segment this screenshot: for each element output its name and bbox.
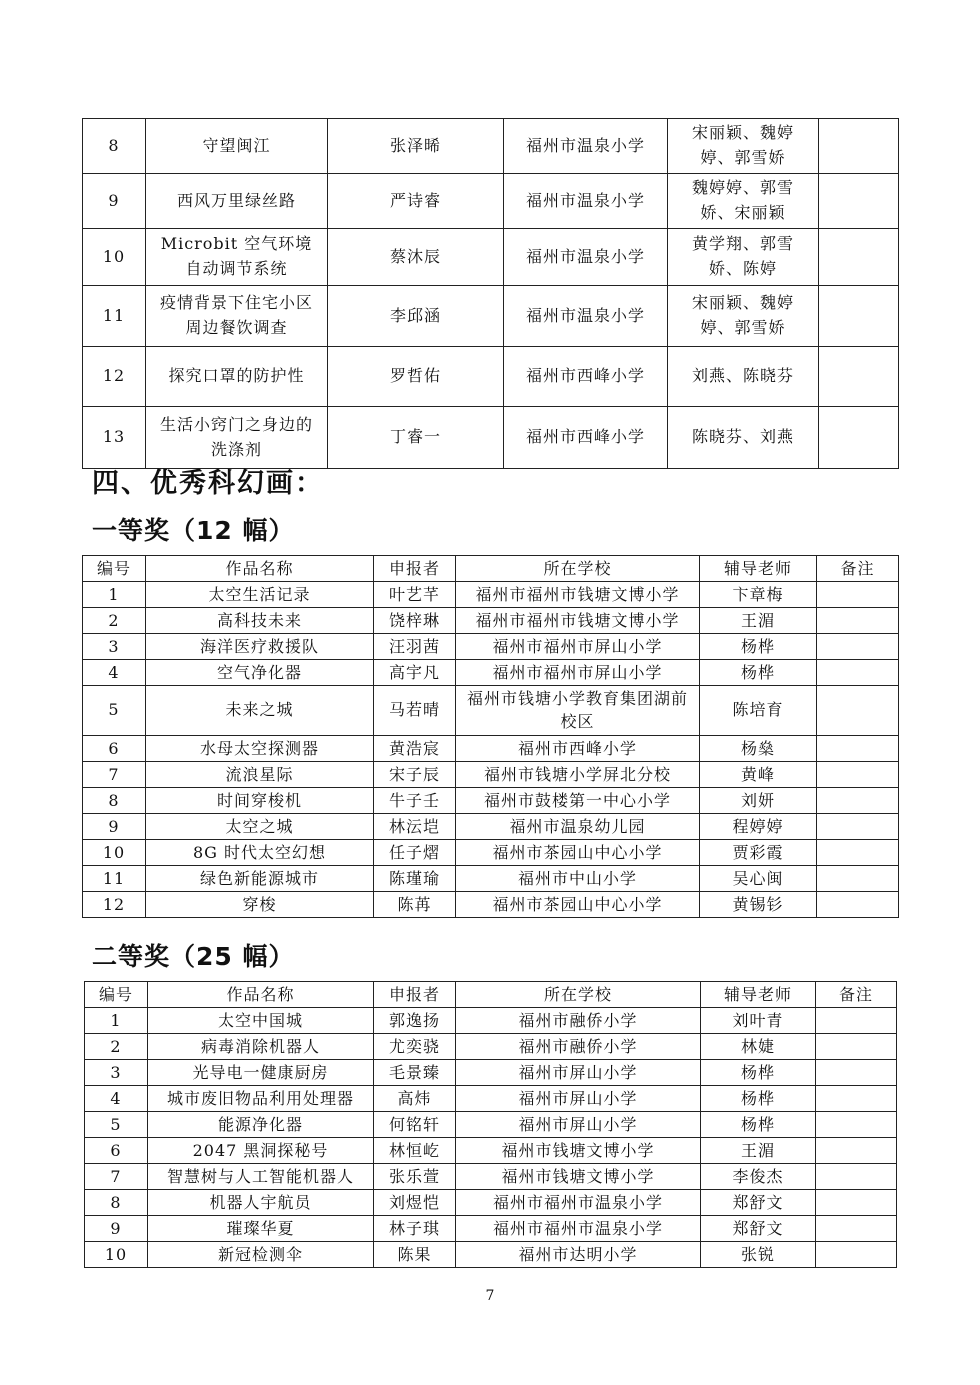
cell-school: 福州市温泉小学 bbox=[504, 119, 668, 174]
page-number: 7 bbox=[485, 1288, 495, 1304]
cell-title: 流浪星际 bbox=[146, 762, 374, 788]
table-row bbox=[85, 1164, 897, 1190]
cell-no: 9 bbox=[83, 814, 146, 840]
cell-teacher: 陈培育 bbox=[700, 686, 817, 736]
cell-teacher: 宋丽颖、魏婷婷、郭雪娇 bbox=[668, 119, 819, 174]
cell-note bbox=[819, 229, 899, 286]
cell-title: 新冠检测伞 bbox=[148, 1242, 374, 1268]
cell-teacher: 林婕 bbox=[701, 1034, 816, 1060]
cell-note bbox=[817, 788, 899, 814]
cell-no: 8 bbox=[85, 1190, 148, 1216]
cell-note bbox=[817, 840, 899, 866]
table-row bbox=[85, 1190, 897, 1216]
cell-title: 机器人宇航员 bbox=[148, 1190, 374, 1216]
cell-author: 丁睿一 bbox=[328, 407, 504, 469]
cell-author: 叶艺芊 bbox=[374, 582, 456, 608]
cell-note bbox=[816, 1138, 897, 1164]
first-prize-heading: 一等奖（12 幅） bbox=[92, 516, 295, 545]
cell-teacher: 李俊杰 bbox=[701, 1164, 816, 1190]
cell-school: 福州市达明小学 bbox=[456, 1242, 701, 1268]
header-no: 编号 bbox=[83, 556, 146, 582]
cell-no: 10 bbox=[83, 840, 146, 866]
cell-title: 守望闽江 bbox=[146, 119, 328, 174]
cell-author: 饶梓琳 bbox=[374, 608, 456, 634]
cell-school: 福州市温泉小学 bbox=[504, 229, 668, 286]
cell-school: 福州市钱塘文博小学 bbox=[456, 1138, 701, 1164]
first-prize-table bbox=[82, 555, 899, 918]
cell-no: 9 bbox=[83, 174, 146, 229]
header-teacher: 辅导老师 bbox=[701, 982, 816, 1008]
cell-title: 探究口罩的防护性 bbox=[146, 347, 328, 407]
cell-teacher: 杨桦 bbox=[700, 660, 817, 686]
cell-no: 6 bbox=[85, 1138, 148, 1164]
second-prize-heading: 二等奖（25 幅） bbox=[92, 942, 295, 971]
cell-title: 生活小窍门之身边的洗涤剂 bbox=[146, 407, 328, 469]
cell-school: 福州市鼓楼第一中心小学 bbox=[456, 788, 700, 814]
cell-teacher: 刘叶青 bbox=[701, 1008, 816, 1034]
cell-author: 林恒屹 bbox=[374, 1138, 456, 1164]
cell-teacher: 杨桦 bbox=[701, 1060, 816, 1086]
cell-no: 4 bbox=[85, 1086, 148, 1112]
cell-no: 1 bbox=[83, 582, 146, 608]
cell-no: 13 bbox=[83, 407, 146, 469]
header-author: 申报者 bbox=[374, 982, 456, 1008]
cell-school: 福州市屏山小学 bbox=[456, 1060, 701, 1086]
cell-note bbox=[816, 1216, 897, 1242]
header-note: 备注 bbox=[816, 982, 897, 1008]
header-row bbox=[85, 982, 897, 1008]
cell-teacher: 杨桦 bbox=[701, 1112, 816, 1138]
table-row bbox=[85, 1060, 897, 1086]
cell-no: 5 bbox=[83, 686, 146, 736]
table-row bbox=[85, 1008, 897, 1034]
cell-teacher: 杨燊 bbox=[700, 736, 817, 762]
cell-title: 2047 黑洞探秘号 bbox=[148, 1138, 374, 1164]
cell-school: 福州市屏山小学 bbox=[456, 1112, 701, 1138]
cell-note bbox=[817, 634, 899, 660]
cell-note bbox=[817, 762, 899, 788]
table-row bbox=[85, 1242, 897, 1268]
cell-note bbox=[816, 1008, 897, 1034]
cell-author: 何铭轩 bbox=[374, 1112, 456, 1138]
table-row bbox=[83, 660, 899, 686]
cell-note bbox=[819, 347, 899, 407]
cell-no: 10 bbox=[83, 229, 146, 286]
second-prize-table bbox=[84, 981, 897, 1268]
cell-author: 李邱涵 bbox=[328, 286, 504, 347]
cell-title: 城市废旧物品利用处理器 bbox=[148, 1086, 374, 1112]
cell-note bbox=[819, 286, 899, 347]
cell-title: 太空之城 bbox=[146, 814, 374, 840]
cell-title: 太空中国城 bbox=[148, 1008, 374, 1034]
cell-teacher: 王湄 bbox=[701, 1138, 816, 1164]
cell-school: 福州市钱塘小学教育集团湖前校区 bbox=[456, 686, 700, 736]
cell-no: 7 bbox=[85, 1164, 148, 1190]
cell-school: 福州市茶园山中心小学 bbox=[456, 892, 700, 918]
cell-no: 2 bbox=[83, 608, 146, 634]
cell-title: 疫情背景下住宅小区周边餐饮调查 bbox=[146, 286, 328, 347]
cell-note bbox=[816, 1190, 897, 1216]
cell-teacher: 杨桦 bbox=[701, 1086, 816, 1112]
cell-author: 高炜 bbox=[374, 1086, 456, 1112]
cell-note bbox=[816, 1034, 897, 1060]
cell-school: 福州市福州市屏山小学 bbox=[456, 660, 700, 686]
cell-teacher: 郑舒文 bbox=[701, 1190, 816, 1216]
cell-author: 尤奕骁 bbox=[374, 1034, 456, 1060]
cell-teacher: 刘燕、陈晓芬 bbox=[668, 347, 819, 407]
table-row bbox=[85, 1216, 897, 1242]
cell-teacher: 卞章梅 bbox=[700, 582, 817, 608]
cell-school: 福州市福州市钱塘文博小学 bbox=[456, 582, 700, 608]
cell-author: 陈果 bbox=[374, 1242, 456, 1268]
table-row bbox=[83, 686, 899, 736]
cell-title: 穿梭 bbox=[146, 892, 374, 918]
cell-author: 牛子壬 bbox=[374, 788, 456, 814]
cell-school: 福州市钱塘小学屏北分校 bbox=[456, 762, 700, 788]
cell-school: 福州市福州市温泉小学 bbox=[456, 1216, 701, 1242]
cell-note bbox=[817, 582, 899, 608]
cell-teacher: 杨桦 bbox=[700, 634, 817, 660]
table-row bbox=[85, 1034, 897, 1060]
cell-no: 3 bbox=[85, 1060, 148, 1086]
header-no: 编号 bbox=[85, 982, 148, 1008]
cell-title: 8G 时代太空幻想 bbox=[146, 840, 374, 866]
cell-note bbox=[819, 407, 899, 469]
cell-teacher: 魏婷婷、郭雪娇、宋丽颖 bbox=[668, 174, 819, 229]
cell-school: 福州市茶园山中心小学 bbox=[456, 840, 700, 866]
table-row bbox=[83, 814, 899, 840]
cell-author: 陈苒 bbox=[374, 892, 456, 918]
cell-school: 福州市温泉幼儿园 bbox=[456, 814, 700, 840]
table-row bbox=[83, 788, 899, 814]
table-row bbox=[83, 762, 899, 788]
cell-title: 未来之城 bbox=[146, 686, 374, 736]
cell-title: 高科技未来 bbox=[146, 608, 374, 634]
cell-teacher: 黄峰 bbox=[700, 762, 817, 788]
table-row bbox=[83, 892, 899, 918]
cell-note bbox=[817, 814, 899, 840]
cell-author: 张泽晞 bbox=[328, 119, 504, 174]
table-row bbox=[83, 866, 899, 892]
cell-teacher: 张锐 bbox=[701, 1242, 816, 1268]
cell-author: 刘煜恺 bbox=[374, 1190, 456, 1216]
cell-note bbox=[817, 686, 899, 736]
cell-no: 5 bbox=[85, 1112, 148, 1138]
cell-school: 福州市温泉小学 bbox=[504, 174, 668, 229]
cell-school: 福州市融侨小学 bbox=[456, 1034, 701, 1060]
cell-note bbox=[817, 660, 899, 686]
cell-author: 马若晴 bbox=[374, 686, 456, 736]
header-teacher: 辅导老师 bbox=[700, 556, 817, 582]
header-note: 备注 bbox=[817, 556, 899, 582]
cell-school: 福州市福州市钱塘文博小学 bbox=[456, 608, 700, 634]
cell-school: 福州市中山小学 bbox=[456, 866, 700, 892]
cell-school: 福州市西峰小学 bbox=[504, 347, 668, 407]
cell-no: 2 bbox=[85, 1034, 148, 1060]
cell-title: 西风万里绿丝路 bbox=[146, 174, 328, 229]
cell-note bbox=[817, 608, 899, 634]
cell-no: 11 bbox=[83, 866, 146, 892]
cell-no: 11 bbox=[83, 286, 146, 347]
cell-note bbox=[817, 866, 899, 892]
cell-no: 1 bbox=[85, 1008, 148, 1034]
cell-school: 福州市福州市屏山小学 bbox=[456, 634, 700, 660]
cell-note bbox=[816, 1086, 897, 1112]
cell-note bbox=[817, 736, 899, 762]
table-row bbox=[83, 582, 899, 608]
cell-author: 郭逸扬 bbox=[374, 1008, 456, 1034]
cell-note bbox=[816, 1112, 897, 1138]
table-row bbox=[85, 1112, 897, 1138]
cell-title: 太空生活记录 bbox=[146, 582, 374, 608]
table-row bbox=[83, 347, 899, 407]
table-row bbox=[83, 634, 899, 660]
cell-school: 福州市西峰小学 bbox=[504, 407, 668, 469]
table-row bbox=[83, 840, 899, 866]
cell-note bbox=[819, 119, 899, 174]
table-row bbox=[83, 736, 899, 762]
cell-no: 9 bbox=[85, 1216, 148, 1242]
cell-teacher: 王湄 bbox=[700, 608, 817, 634]
cell-author: 陈瑾瑜 bbox=[374, 866, 456, 892]
cell-title: 水母太空探测器 bbox=[146, 736, 374, 762]
cell-note bbox=[817, 892, 899, 918]
cell-no: 7 bbox=[83, 762, 146, 788]
cell-author: 任子熠 bbox=[374, 840, 456, 866]
cell-no: 4 bbox=[83, 660, 146, 686]
cell-title: 璀璨华夏 bbox=[148, 1216, 374, 1242]
header-title: 作品名称 bbox=[148, 982, 374, 1008]
cell-title: 空气净化器 bbox=[146, 660, 374, 686]
cell-author: 汪羽茜 bbox=[374, 634, 456, 660]
header-title: 作品名称 bbox=[146, 556, 374, 582]
table-row bbox=[83, 286, 899, 347]
cell-no: 8 bbox=[83, 788, 146, 814]
table-row bbox=[85, 1086, 897, 1112]
cell-author: 宋子辰 bbox=[374, 762, 456, 788]
cell-author: 张乐萱 bbox=[374, 1164, 456, 1190]
header-author: 申报者 bbox=[374, 556, 456, 582]
table-continued bbox=[82, 118, 899, 469]
cell-teacher: 郑舒文 bbox=[701, 1216, 816, 1242]
table-row bbox=[83, 174, 899, 229]
cell-teacher: 贾彩霞 bbox=[700, 840, 817, 866]
cell-author: 黄浩宸 bbox=[374, 736, 456, 762]
cell-title: 智慧树与人工智能机器人 bbox=[148, 1164, 374, 1190]
cell-teacher: 程婷婷 bbox=[700, 814, 817, 840]
cell-no: 8 bbox=[83, 119, 146, 174]
cell-teacher: 吴心闽 bbox=[700, 866, 817, 892]
cell-title: 光导电一健康厨房 bbox=[148, 1060, 374, 1086]
cell-title: 海洋医疗救援队 bbox=[146, 634, 374, 660]
cell-title: Microbit 空气环境自动调节系统 bbox=[146, 229, 328, 286]
cell-school: 福州市福州市温泉小学 bbox=[456, 1190, 701, 1216]
cell-title: 能源净化器 bbox=[148, 1112, 374, 1138]
cell-note bbox=[816, 1164, 897, 1190]
cell-title: 时间穿梭机 bbox=[146, 788, 374, 814]
header-school: 所在学校 bbox=[456, 556, 700, 582]
cell-no: 6 bbox=[83, 736, 146, 762]
table-row bbox=[85, 1138, 897, 1164]
cell-teacher: 黄锡钐 bbox=[700, 892, 817, 918]
table-row bbox=[83, 407, 899, 469]
cell-teacher: 陈晓芬、刘燕 bbox=[668, 407, 819, 469]
header-row bbox=[83, 556, 899, 582]
cell-school: 福州市屏山小学 bbox=[456, 1086, 701, 1112]
cell-teacher: 刘妍 bbox=[700, 788, 817, 814]
cell-note bbox=[819, 174, 899, 229]
cell-school: 福州市钱塘文博小学 bbox=[456, 1164, 701, 1190]
cell-note bbox=[816, 1060, 897, 1086]
cell-school: 福州市西峰小学 bbox=[456, 736, 700, 762]
cell-teacher: 黄学翔、郭雪娇、陈婷 bbox=[668, 229, 819, 286]
cell-teacher: 宋丽颖、魏婷婷、郭雪娇 bbox=[668, 286, 819, 347]
cell-no: 10 bbox=[85, 1242, 148, 1268]
cell-author: 罗哲佑 bbox=[328, 347, 504, 407]
cell-no: 12 bbox=[83, 892, 146, 918]
cell-no: 3 bbox=[83, 634, 146, 660]
cell-author: 毛景臻 bbox=[374, 1060, 456, 1086]
table-row bbox=[83, 229, 899, 286]
section-heading: 四、优秀科幻画： bbox=[92, 468, 324, 499]
table-row bbox=[83, 119, 899, 174]
cell-author: 林子琪 bbox=[374, 1216, 456, 1242]
cell-author: 蔡沐辰 bbox=[328, 229, 504, 286]
cell-note bbox=[816, 1242, 897, 1268]
cell-title: 病毒消除机器人 bbox=[148, 1034, 374, 1060]
cell-author: 严诗睿 bbox=[328, 174, 504, 229]
cell-school: 福州市温泉小学 bbox=[504, 286, 668, 347]
header-school: 所在学校 bbox=[456, 982, 701, 1008]
cell-school: 福州市融侨小学 bbox=[456, 1008, 701, 1034]
cell-author: 林沄垲 bbox=[374, 814, 456, 840]
cell-no: 12 bbox=[83, 347, 146, 407]
cell-title: 绿色新能源城市 bbox=[146, 866, 374, 892]
table-row bbox=[83, 608, 899, 634]
cell-author: 高宇凡 bbox=[374, 660, 456, 686]
